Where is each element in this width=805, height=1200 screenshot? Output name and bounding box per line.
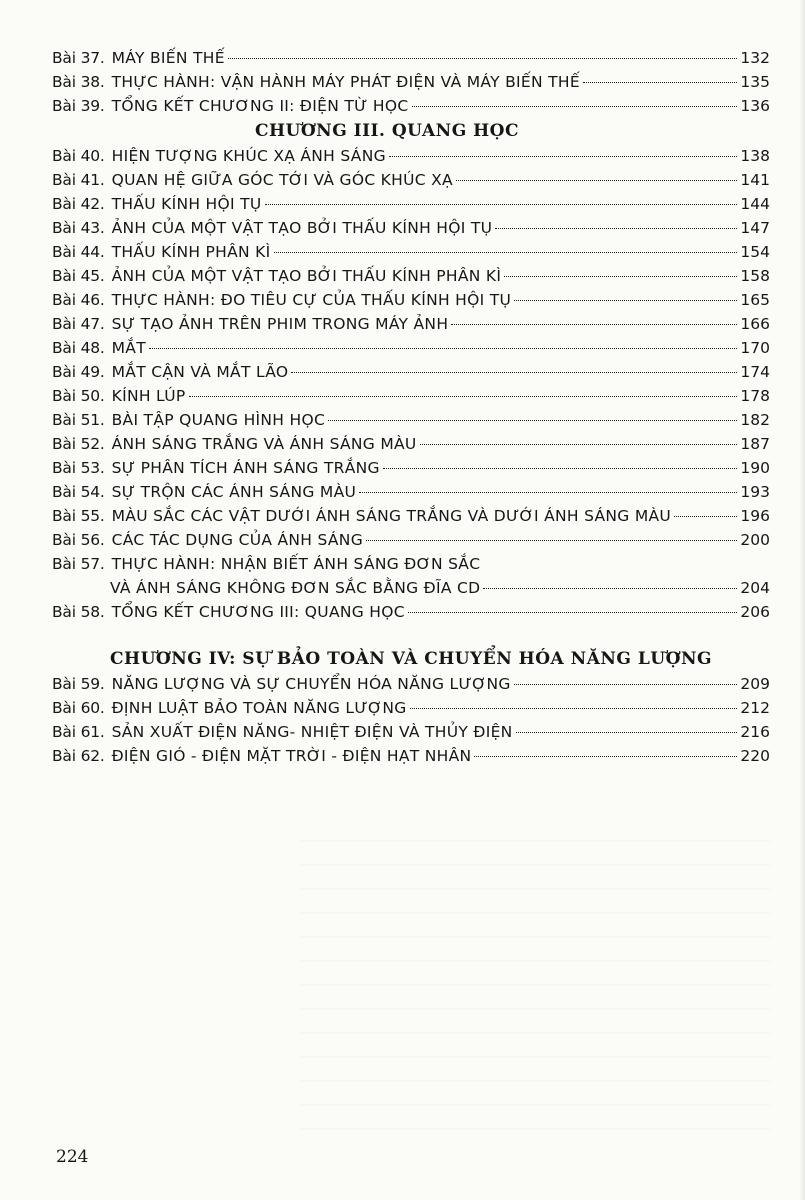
lesson-title: THẤU KÍNH HỘI TỤ [111, 195, 262, 213]
toc-entry [52, 360, 770, 384]
table-of-contents [52, 46, 770, 768]
page-ref: 154 [740, 243, 770, 261]
dot-leader [483, 588, 737, 589]
toc-entry [52, 456, 770, 480]
lesson-number: Bài 43. [52, 219, 105, 237]
lesson-number: Bài 55. [52, 507, 105, 525]
toc-entry [52, 600, 770, 624]
lesson-title: THỰC HÀNH: VẬN HÀNH MÁY PHÁT ĐIỆN VÀ MÁY BIẾN THẾ [111, 73, 580, 91]
lesson-title: THỰC HÀNH: NHẬN BIẾT ÁNH SÁNG ĐƠN SẮC [111, 555, 481, 573]
page-ref: 135 [740, 73, 770, 91]
dot-leader [583, 82, 737, 83]
lesson-number: Bài 61. [52, 723, 105, 741]
toc-entry [52, 240, 770, 264]
lesson-title: THỰC HÀNH: ĐO TIÊU CỰ CỦA THẤU KÍNH HỘI TỤ [111, 291, 512, 309]
lesson-number: Bài 40. [52, 147, 105, 165]
toc-entry [52, 504, 770, 528]
dot-leader [412, 106, 738, 107]
lesson-title: TỔNG KẾT CHƯƠNG III: QUANG HỌC [111, 603, 405, 621]
page-ref: 190 [740, 459, 770, 477]
page-ref: 170 [740, 339, 770, 357]
page-ref: 165 [740, 291, 770, 309]
toc-entry [52, 528, 770, 552]
lesson-number: Bài 58. [52, 603, 105, 621]
toc-entry [52, 288, 770, 312]
lesson-number: Bài 59. [52, 675, 105, 693]
lesson-number: Bài 47. [52, 315, 105, 333]
lesson-title: QUAN HỆ GIỮA GÓC TỚI VÀ GÓC KHÚC XẠ [111, 171, 453, 189]
dot-leader [228, 58, 738, 59]
toc-group-chapter-4 [52, 672, 770, 768]
dot-leader [514, 300, 737, 301]
dot-leader [408, 612, 738, 613]
page-ref: 216 [740, 723, 770, 741]
lesson-number: Bài 37. [52, 49, 105, 67]
toc-entry [52, 312, 770, 336]
lesson-number: Bài 45. [52, 267, 105, 285]
dot-leader [359, 492, 737, 493]
dot-leader [410, 708, 738, 709]
toc-entry [52, 70, 770, 94]
lesson-title: ÁNH SÁNG TRẮNG VÀ ÁNH SÁNG MÀU [111, 435, 417, 453]
lesson-number: Bài 44. [52, 243, 105, 261]
toc-entry [52, 264, 770, 288]
toc-entry-continuation [52, 576, 770, 600]
page-ref: 209 [740, 675, 770, 693]
dot-leader [389, 156, 738, 157]
toc-entry [52, 94, 770, 118]
page-ref: 138 [740, 147, 770, 165]
page-ref: 144 [740, 195, 770, 213]
lesson-title-continued: VÀ ÁNH SÁNG KHÔNG ĐƠN SẮC BẰNG ĐĨA CD [110, 579, 481, 597]
page-ref: 200 [740, 531, 770, 549]
page-ref: 182 [740, 411, 770, 429]
dot-leader [451, 324, 737, 325]
toc-entry [52, 432, 770, 456]
dot-leader [420, 444, 738, 445]
lesson-number: Bài 42. [52, 195, 105, 213]
lesson-title: ĐỊNH LUẬT BẢO TOÀN NĂNG LƯỢNG [111, 699, 407, 717]
chapter-heading-4: CHƯƠNG IV: SỰ BẢO TOÀN VÀ CHUYỂN HÓA NĂNG LƯỢNG [109, 649, 712, 669]
lesson-number: Bài 39. [52, 97, 105, 115]
dot-leader [456, 180, 738, 181]
lesson-title: BÀI TẬP QUANG HÌNH HỌC [111, 411, 326, 429]
dot-leader [495, 228, 737, 229]
toc-entry [52, 46, 770, 70]
lesson-number: Bài 48. [52, 339, 105, 357]
dot-leader [265, 204, 738, 205]
page-ref: 132 [740, 49, 770, 67]
lesson-title: SẢN XUẤT ĐIỆN NĂNG- NHIỆT ĐIỆN VÀ THỦY ĐIỆN [111, 723, 513, 741]
page-ref: 166 [740, 315, 770, 333]
lesson-number: Bài 57. [52, 555, 105, 573]
toc-entry [52, 696, 770, 720]
dot-leader [189, 396, 738, 397]
lesson-number: Bài 50. [52, 387, 105, 405]
toc-entry [52, 336, 770, 360]
lesson-number: Bài 46. [52, 291, 105, 309]
lesson-title: THẤU KÍNH PHÂN KÌ [111, 243, 271, 261]
toc-group-chapter-2 [52, 46, 770, 118]
toc-entry [52, 720, 770, 744]
dot-leader [328, 420, 737, 421]
page-ref: 174 [740, 363, 770, 381]
toc-entry [52, 168, 770, 192]
lesson-title: CÁC TÁC DỤNG CỦA ÁNH SÁNG [111, 531, 363, 549]
lesson-number: Bài 52. [52, 435, 105, 453]
dot-leader [291, 372, 737, 373]
lesson-title: ẢNH CỦA MỘT VẬT TẠO BỞI THẤU KÍNH PHÂN KÌ [111, 267, 502, 285]
lesson-number: Bài 53. [52, 459, 105, 477]
lesson-number: Bài 54. [52, 483, 105, 501]
page-ref: 204 [740, 579, 770, 597]
lesson-title: ẢNH CỦA MỘT VẬT TẠO BỞI THẤU KÍNH HỘI TỤ [111, 219, 493, 237]
bleed-through-texture [300, 840, 770, 1140]
dot-leader [516, 732, 738, 733]
page-ref: 147 [740, 219, 770, 237]
lesson-title: SỰ PHÂN TÍCH ÁNH SÁNG TRẮNG [111, 459, 380, 477]
dot-leader [383, 468, 738, 469]
toc-entry [52, 672, 770, 696]
lesson-title: TỔNG KẾT CHƯƠNG II: ĐIỆN TỪ HỌC [111, 97, 409, 115]
lesson-title: MẮT [111, 339, 146, 357]
toc-entry [52, 552, 770, 576]
toc-entry [52, 480, 770, 504]
chapter-heading-3: CHƯƠNG III. QUANG HỌC [254, 121, 520, 141]
page-number: 224 [56, 1147, 89, 1167]
page-edge-shadow [799, 0, 805, 1200]
lesson-title: HIỆN TƯỢNG KHÚC XẠ ÁNH SÁNG [111, 147, 386, 165]
lesson-number: Bài 51. [52, 411, 105, 429]
lesson-title: KÍNH LÚP [111, 387, 186, 405]
page-ref: 158 [740, 267, 770, 285]
dot-leader [474, 756, 737, 757]
toc-entry [52, 144, 770, 168]
toc-entry [52, 384, 770, 408]
toc-entry [52, 192, 770, 216]
lesson-title: ĐIỆN GIÓ - ĐIỆN MẶT TRỜI - ĐIỆN HẠT NHÂN [111, 747, 472, 765]
lesson-title: MẮT CẬN VÀ MẮT LÃO [111, 363, 289, 381]
toc-entry [52, 744, 770, 768]
page-ref: 212 [740, 699, 770, 717]
lesson-number: Bài 49. [52, 363, 105, 381]
page-ref: 178 [740, 387, 770, 405]
lesson-number: Bài 62. [52, 747, 105, 765]
dot-leader [674, 516, 737, 517]
lesson-number: Bài 60. [52, 699, 105, 717]
dot-leader [504, 276, 737, 277]
page-ref: 206 [740, 603, 770, 621]
page-ref: 136 [740, 97, 770, 115]
dot-leader [514, 684, 738, 685]
page-ref: 187 [740, 435, 770, 453]
lesson-title: MÀU SẮC CÁC VẬT DƯỚI ÁNH SÁNG TRẮNG VÀ DƯỚI ÁNH SÁNG MÀU [111, 507, 672, 525]
toc-group-chapter-3 [52, 144, 770, 552]
toc-entry [52, 216, 770, 240]
lesson-title: MÁY BIẾN THẾ [111, 49, 225, 67]
lesson-number: Bài 41. [52, 171, 105, 189]
page-ref: 141 [740, 171, 770, 189]
page-ref: 196 [740, 507, 770, 525]
lesson-title: SỰ TRỘN CÁC ÁNH SÁNG MÀU [111, 483, 357, 501]
page-ref: 193 [740, 483, 770, 501]
dot-leader [149, 348, 737, 349]
dot-leader [274, 252, 738, 253]
toc-entry [52, 408, 770, 432]
lesson-title: SỰ TẠO ẢNH TRÊN PHIM TRONG MÁY ẢNH [111, 315, 449, 333]
lesson-number: Bài 38. [52, 73, 105, 91]
page-ref: 220 [740, 747, 770, 765]
lesson-title: NĂNG LƯỢNG VÀ SỰ CHUYỂN HÓA NĂNG LƯỢNG [111, 675, 511, 693]
lesson-number: Bài 56. [52, 531, 105, 549]
dot-leader [366, 540, 737, 541]
